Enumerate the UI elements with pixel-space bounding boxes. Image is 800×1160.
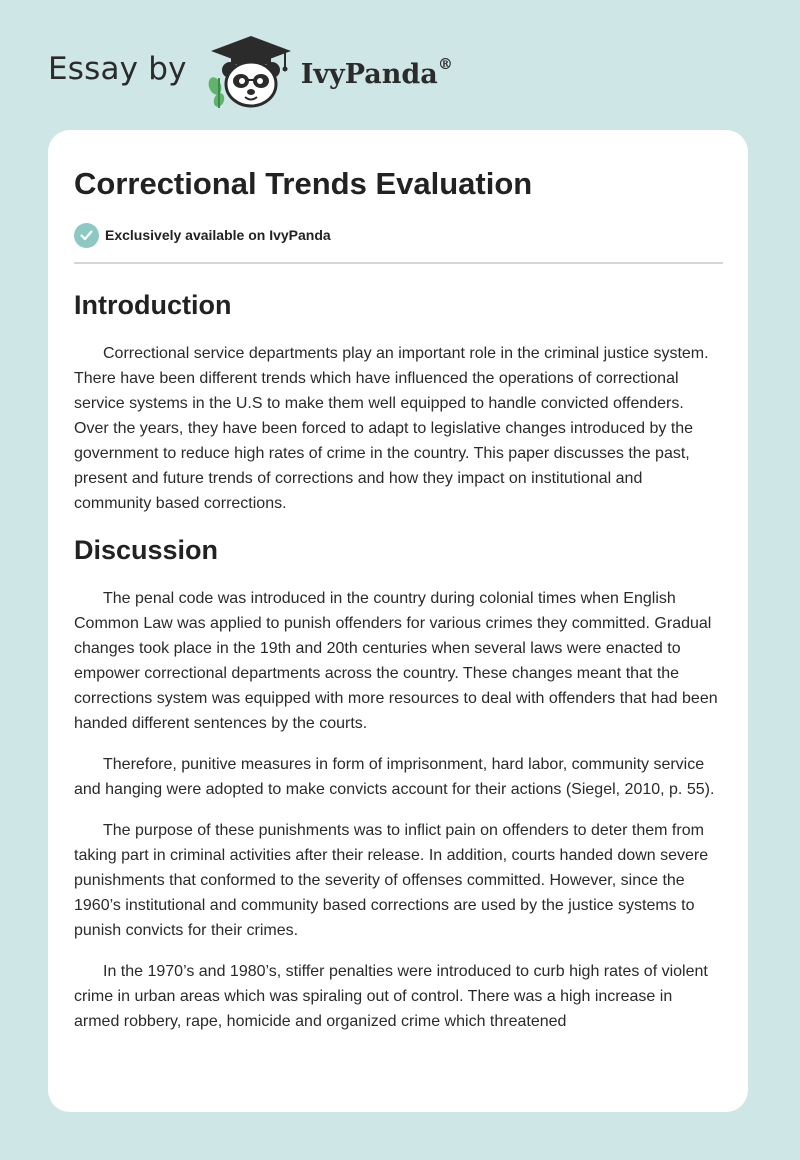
- page-title: Correctional Trends Evaluation: [74, 166, 533, 201]
- paragraph: In the 1970’s and 1980’s, stiffer penalties were introduced to curb high rates of violent crime in urban areas which was spiraling out of control. There was a high increase in armed robbery, rape, homicide and organized crime which threatened: [74, 963, 708, 1030]
- paragraph: Correctional service departments play an important role in the criminal justice system. There have been different trends which have influenced the operations of correctional service systems in the U.S to make them well equipped to handle convicted offenders. Over the years, they have been forced to adapt to legislative changes introduced by the government to reduce high rates of crime in the country. This paper discusses the past, present and future trends of corrections and how they impact on institutional and community based corrections.: [74, 345, 709, 512]
- exclusive-badge: [74, 222, 722, 248]
- essay-by-label: Essay by: [48, 51, 187, 87]
- badge-label: Exclusively available on IvyPanda: [105, 227, 331, 243]
- brand-label: IvyPanda: [300, 58, 438, 90]
- paragraph: Therefore, punitive measures in form of imprisonment, hard labor, community service and hanging were adopted to make convicts account for their actions (Siegel, 2010, p. 55).: [74, 756, 715, 798]
- site-header: [48, 34, 453, 110]
- check-icon: [74, 223, 99, 248]
- brand-name[interactable]: [300, 54, 453, 90]
- section-heading-discussion: Discussion: [74, 535, 219, 565]
- divider: [74, 262, 723, 264]
- article-card: [48, 130, 748, 1112]
- paragraph: The penal code was introduced in the country during colonial times when English Common Law was applied to punish offenders for various crimes they committed. Gradual changes took place in the 19th and 20th centuries when several laws were enacted to empower correctional departments across the country. These changes meant that the corrections system was equipped with more resources to deal with offenders that had been handed different sentences by the courts.: [74, 590, 718, 732]
- registered-mark: ®: [437, 54, 453, 73]
- section-heading-introduction: Introduction: [74, 290, 232, 320]
- paragraph: The purpose of these punishments was to inflict pain on offenders to deter them from taking part in criminal activities after their release. In addition, courts handed down severe punishments that conformed to the severity of offenses committed. However, since the 1960’s institutional and community based corrections are used by the justice systems to punish convicts for their crimes.: [74, 822, 709, 939]
- panda-graduate-icon[interactable]: [205, 34, 297, 110]
